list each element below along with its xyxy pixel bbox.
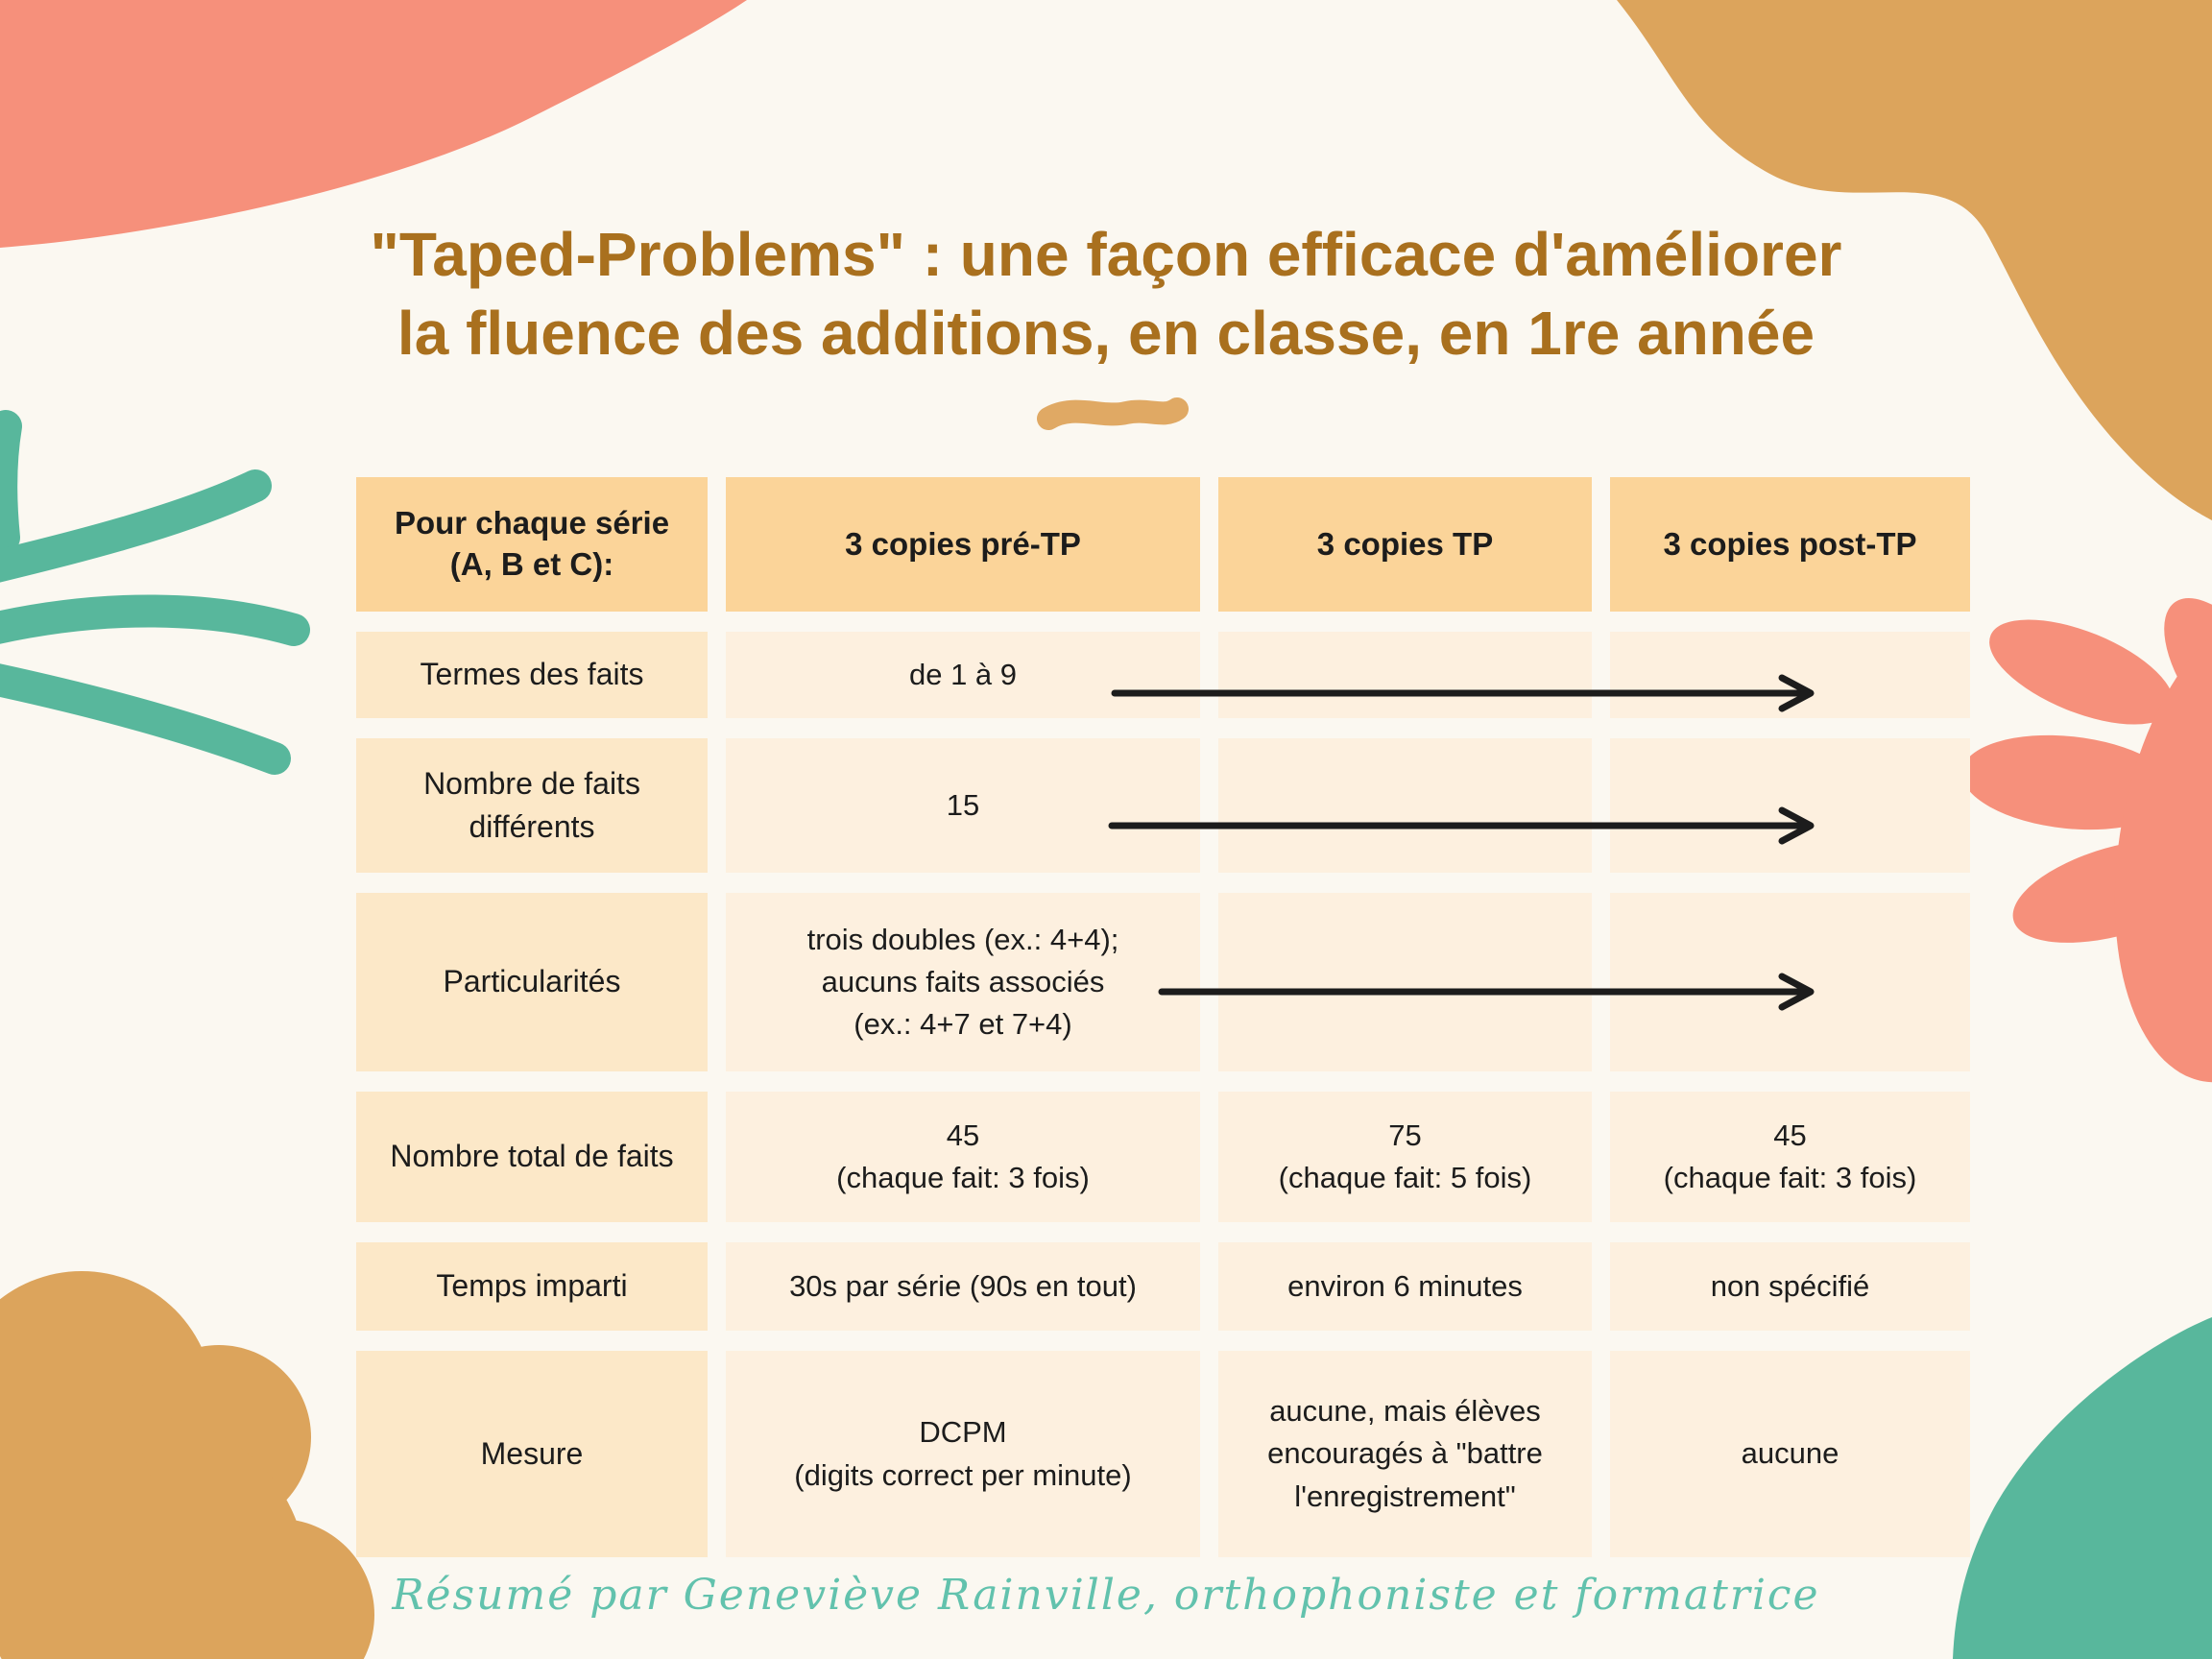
row-label-mesure: Mesure	[356, 1351, 708, 1557]
cell-mesure-tp: aucune, mais élèves encouragés à "battre l'enregistrement"	[1218, 1351, 1592, 1557]
table-header-pre-tp: 3 copies pré-TP	[726, 477, 1200, 612]
page-title-line2: la fluence des additions, en classe, en 1re année	[397, 299, 1815, 368]
cell-nombre-faits-post-tp	[1610, 738, 1970, 873]
cell-termes-post-tp	[1610, 632, 1970, 718]
row-label-nombre-faits: Nombre de faits différents	[356, 738, 708, 873]
row-label-nombre-total: Nombre total de faits	[356, 1092, 708, 1222]
flower-right	[1958, 577, 2212, 1102]
blob-top-left	[0, 0, 747, 248]
page-title	[0, 215, 2212, 373]
cell-nombre-faits-tp	[1218, 738, 1592, 873]
cell-nombre-faits-pre-tp: 15	[726, 738, 1200, 873]
row-label-termes: Termes des faits	[356, 632, 708, 718]
plant-leaves-left	[0, 426, 294, 758]
cell-termes-tp	[1218, 632, 1592, 718]
cell-particularites-post-tp	[1610, 893, 1970, 1071]
table-header-post-tp: 3 copies post-TP	[1610, 477, 1970, 612]
table-header-series: Pour chaque série (A, B et C):	[356, 477, 708, 612]
cell-temps-pre-tp: 30s par série (90s en tout)	[726, 1242, 1200, 1331]
cell-particularites-tp	[1218, 893, 1592, 1071]
brush-underline-icon	[1035, 392, 1189, 436]
credit-line: Résumé par Geneviève Rainville, orthophoniste et formatrice	[392, 1571, 1820, 1620]
table-header-tp: 3 copies TP	[1218, 477, 1592, 612]
cell-nombre-total-tp: 75 (chaque fait: 5 fois)	[1218, 1092, 1592, 1222]
cell-temps-post-tp: non spécifié	[1610, 1242, 1970, 1331]
cell-termes-pre-tp: de 1 à 9	[726, 632, 1200, 718]
page-title-line1: "Taped-Problems" : une façon efficace d'améliorer	[370, 220, 1842, 289]
cell-nombre-total-pre-tp: 45 (chaque fait: 3 fois)	[726, 1092, 1200, 1222]
cell-temps-tp: environ 6 minutes	[1218, 1242, 1592, 1331]
cell-nombre-total-post-tp: 45 (chaque fait: 3 fois)	[1610, 1092, 1970, 1222]
row-label-temps: Temps imparti	[356, 1242, 708, 1331]
cell-mesure-post-tp: aucune	[1610, 1351, 1970, 1557]
cell-particularites-pre-tp: trois doubles (ex.: 4+4); aucuns faits associés (ex.: 4+7 et 7+4)	[726, 893, 1200, 1071]
row-label-particularites: Particularités	[356, 893, 708, 1071]
comparison-table	[356, 477, 1970, 1557]
cell-mesure-pre-tp: DCPM (digits correct per minute)	[726, 1351, 1200, 1557]
